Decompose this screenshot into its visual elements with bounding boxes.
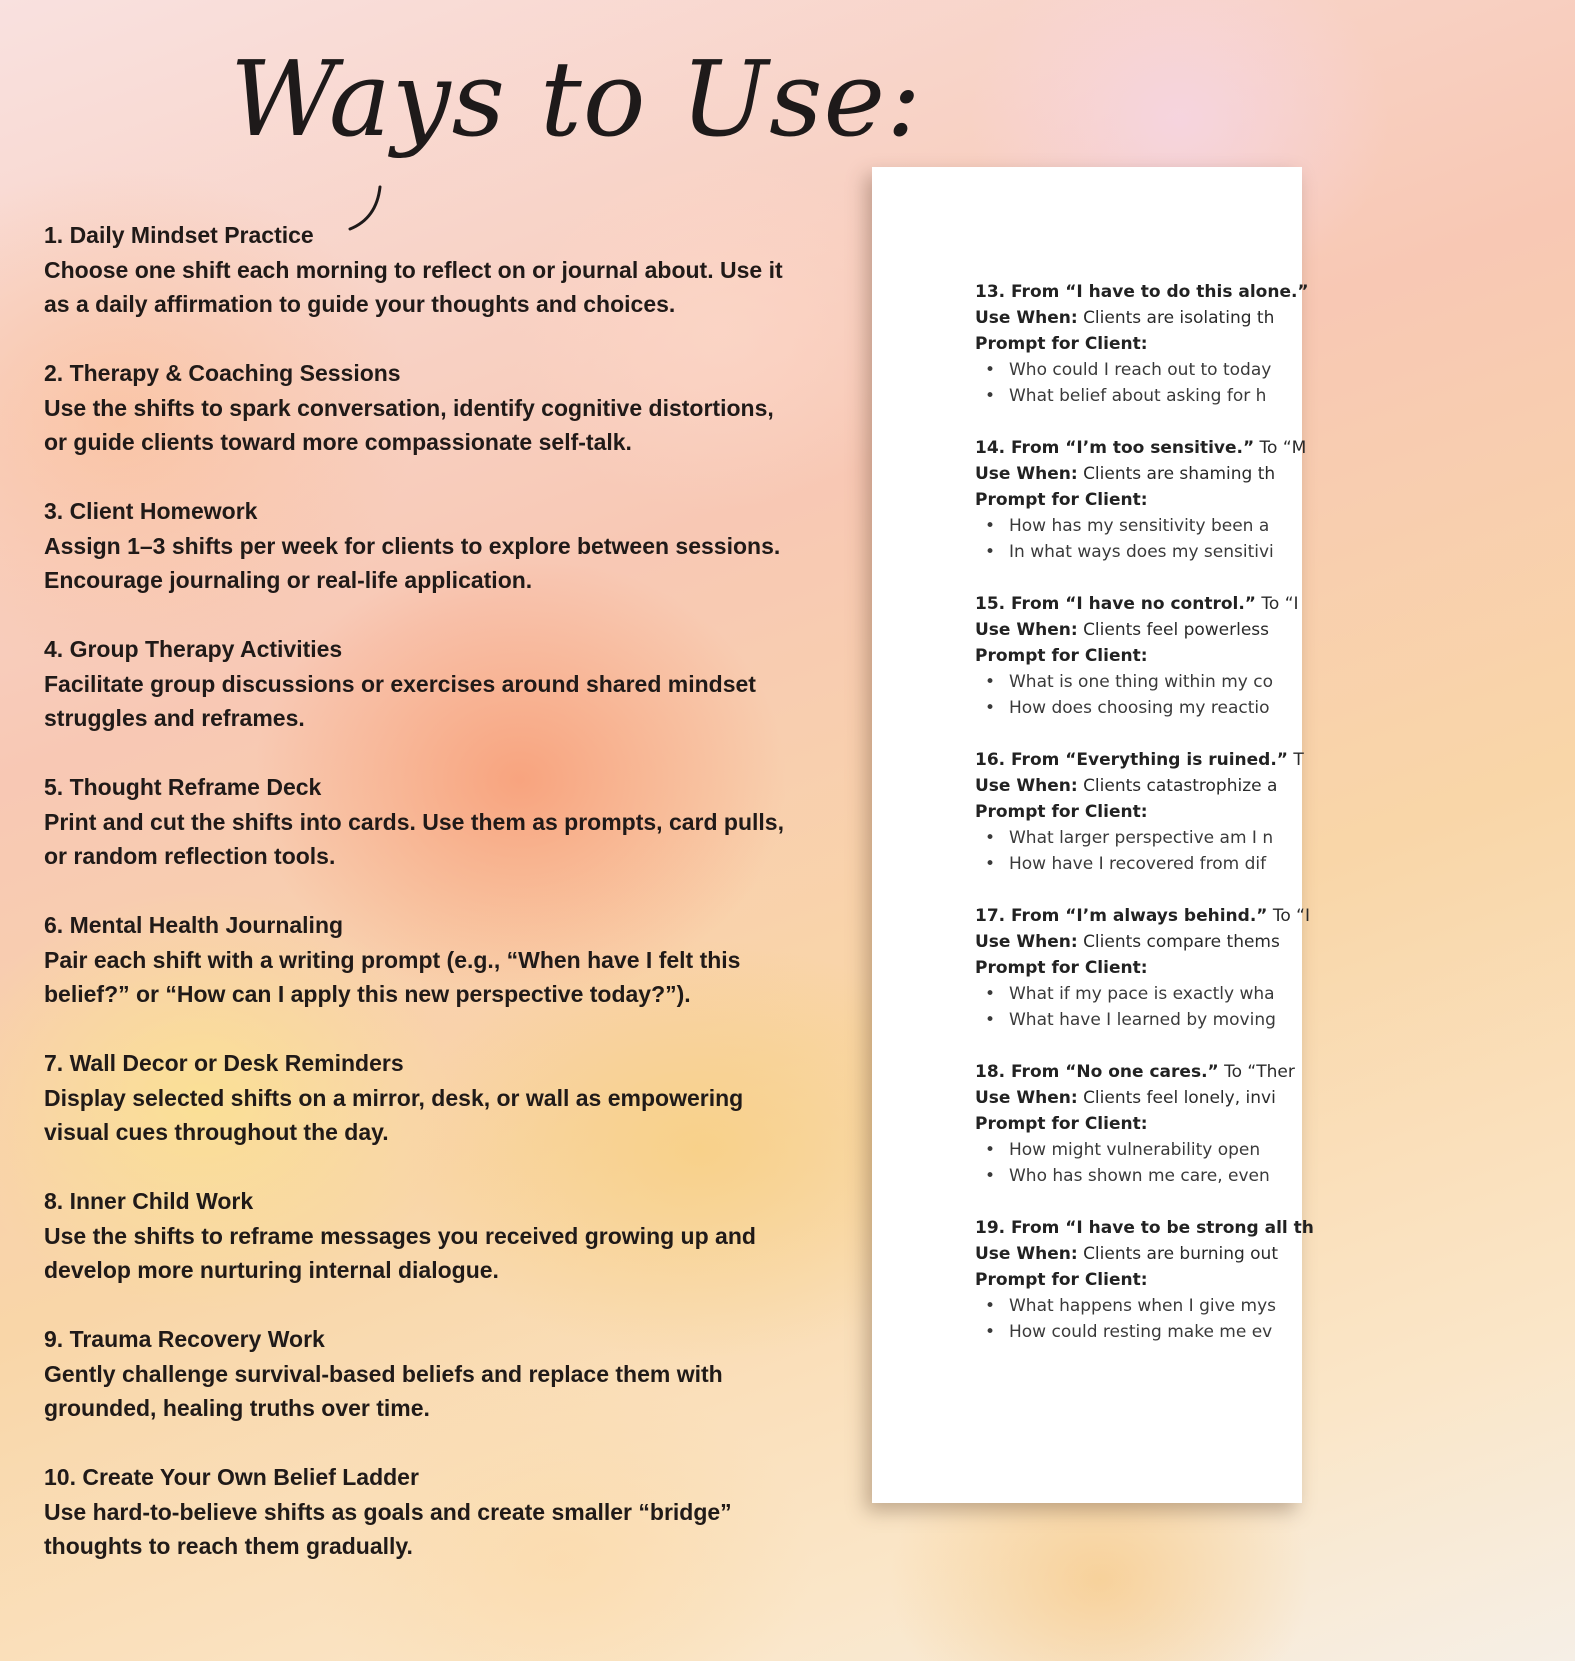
prompt-item — [975, 357, 1575, 383]
bullet-icon: • — [985, 360, 996, 380]
use-item — [44, 1460, 834, 1564]
prompt-label: Prompt for Client: — [975, 802, 1148, 822]
use-when-label: Use When: — [975, 620, 1078, 640]
prompt-label-line — [975, 331, 1575, 357]
use-when-label: Use When: — [975, 1244, 1078, 1264]
use-when-line — [975, 929, 1575, 955]
use-when-label: Use When: — [975, 776, 1078, 796]
prompt-item — [975, 1319, 1575, 1345]
prompt-item — [975, 1293, 1575, 1319]
prompt-text: How has my sensitivity been a — [1009, 516, 1270, 536]
use-description-line: belief?” or “How can I apply this new perspective today?”). — [44, 981, 691, 1007]
prompt-item — [975, 1137, 1575, 1163]
shift-title — [975, 903, 1575, 929]
use-heading: 3. Client Homework — [44, 498, 258, 524]
use-item — [44, 770, 834, 874]
use-when-text: Clients compare thems — [1083, 932, 1280, 952]
prompt-list — [975, 825, 1575, 877]
prompt-list — [975, 1293, 1575, 1345]
use-when-text: Clients feel powerless — [1083, 620, 1270, 640]
bullet-icon: • — [985, 698, 996, 718]
prompt-text: In what ways does my sensitivi — [1009, 542, 1274, 562]
use-description-line: as a daily affirmation to guide your thoughts and choices. — [44, 291, 676, 317]
use-when-label: Use When: — [975, 464, 1078, 484]
shift-entry — [975, 1215, 1575, 1345]
bullet-icon: • — [985, 854, 996, 874]
use-description-line: Pair each shift with a writing prompt (e.g., “When have I felt this — [44, 946, 741, 973]
shift-entry — [975, 1059, 1575, 1189]
use-description-line: or random reflection tools. — [44, 843, 336, 869]
use-when-line — [975, 305, 1575, 331]
bullet-icon: • — [985, 542, 996, 562]
use-when-text: Clients are isolating th — [1083, 308, 1275, 328]
prompt-text: How does choosing my reactio — [1009, 698, 1270, 718]
prompt-text: How could resting make me ev — [1009, 1322, 1273, 1342]
prompt-item — [975, 513, 1575, 539]
shift-from: 14. From “I’m too sensitive.” — [975, 438, 1255, 458]
shift-to: T — [1293, 750, 1304, 770]
prompt-item — [975, 383, 1575, 409]
use-heading: 2. Therapy & Coaching Sessions — [44, 360, 401, 386]
prompt-text: What belief about asking for h — [1009, 386, 1267, 406]
shift-from: 15. From “I have no control.” — [975, 594, 1256, 614]
bullet-icon: • — [985, 516, 996, 536]
prompt-label-line — [975, 643, 1575, 669]
prompt-label-line — [975, 1111, 1575, 1137]
shift-entry — [975, 279, 1575, 409]
shift-title — [975, 747, 1575, 773]
shift-from: 17. From “I’m always behind.” — [975, 906, 1268, 926]
shift-entry — [975, 591, 1575, 721]
prompt-label: Prompt for Client: — [975, 958, 1148, 978]
use-when-line — [975, 461, 1575, 487]
ways-to-use-list — [44, 218, 834, 1598]
page-title: Ways to Use: — [230, 38, 923, 160]
prompt-label-line — [975, 1267, 1575, 1293]
bullet-icon: • — [985, 828, 996, 848]
use-description-line: Use the shifts to spark conversation, identify cognitive distortions, — [44, 394, 774, 421]
use-when-line — [975, 617, 1575, 643]
use-when-label: Use When: — [975, 932, 1078, 952]
use-when-text: Clients feel lonely, invi — [1083, 1088, 1276, 1108]
prompt-list — [975, 669, 1575, 721]
prompt-text: Who has shown me care, even — [1009, 1166, 1270, 1186]
shift-to: To “M — [1259, 438, 1307, 458]
prompt-item — [975, 1007, 1575, 1033]
bullet-icon: • — [985, 1166, 996, 1186]
use-description-line: Use the shifts to reframe messages you received growing up and — [44, 1222, 756, 1249]
use-when-line — [975, 1085, 1575, 1111]
prompt-text: What have I learned by moving — [1009, 1010, 1276, 1030]
bullet-icon: • — [985, 1010, 996, 1030]
shift-from: 13. From “I have to do this alone.” — [975, 282, 1309, 302]
shift-from: 18. From “No one cares.” — [975, 1062, 1219, 1082]
use-when-text: Clients catastrophize a — [1083, 776, 1278, 796]
use-heading: 6. Mental Health Journaling — [44, 912, 344, 938]
document-preview-sheet — [872, 167, 1314, 1503]
prompt-list — [975, 357, 1575, 409]
use-description-line: struggles and reframes. — [44, 705, 305, 731]
use-description-line: Print and cut the shifts into cards. Use them as prompts, card pulls, — [44, 808, 784, 835]
use-description-line: visual cues throughout the day. — [44, 1119, 389, 1145]
prompt-text: What if my pace is exactly wha — [1009, 984, 1275, 1004]
use-when-text: Clients are burning out — [1083, 1244, 1278, 1264]
bullet-icon: • — [985, 672, 996, 692]
prompt-text: What happens when I give mys — [1009, 1296, 1276, 1316]
prompt-item — [975, 851, 1575, 877]
prompt-label-line — [975, 487, 1575, 513]
shift-entry — [975, 435, 1575, 565]
prompt-text: Who could I reach out to today — [1009, 360, 1272, 380]
prompt-label: Prompt for Client: — [975, 1270, 1148, 1290]
use-description-line: or guide clients toward more compassionate self-talk. — [44, 429, 632, 455]
shift-title — [975, 1059, 1575, 1085]
prompt-item — [975, 539, 1575, 565]
use-when-label: Use When: — [975, 1088, 1078, 1108]
use-when-text: Clients are shaming th — [1083, 464, 1276, 484]
use-item — [44, 218, 834, 322]
shift-to: To “Ther — [1224, 1062, 1295, 1082]
prompt-label: Prompt for Client: — [975, 334, 1148, 354]
use-when-line — [975, 1241, 1575, 1267]
prompt-list — [975, 513, 1575, 565]
use-description-line: Display selected shifts on a mirror, desk, or wall as empowering — [44, 1084, 744, 1111]
prompt-label-line — [975, 799, 1575, 825]
shift-from: 16. From “Everything is ruined.” — [975, 750, 1288, 770]
use-when-line — [975, 773, 1575, 799]
prompt-label: Prompt for Client: — [975, 1114, 1148, 1134]
shift-title — [975, 591, 1575, 617]
use-item — [44, 1322, 834, 1426]
prompt-text: How have I recovered from dif — [1009, 854, 1267, 874]
prompt-item — [975, 981, 1575, 1007]
use-description-line: Gently challenge survival-based beliefs and replace them with — [44, 1360, 723, 1387]
use-heading: 1. Daily Mindset Practice — [44, 222, 314, 248]
use-description-line: Assign 1–3 shifts per week for clients to explore between sessions. — [44, 532, 781, 559]
shift-title — [975, 1215, 1575, 1241]
prompt-item — [975, 669, 1575, 695]
use-item — [44, 494, 834, 598]
use-heading: 9. Trauma Recovery Work — [44, 1326, 325, 1352]
shift-title — [975, 435, 1575, 461]
use-description-line: grounded, healing truths over time. — [44, 1395, 430, 1421]
shift-entry — [975, 747, 1575, 877]
use-when-label: Use When: — [975, 308, 1078, 328]
use-heading: 8. Inner Child Work — [44, 1188, 254, 1214]
prompt-text: How might vulnerability open — [1009, 1140, 1261, 1160]
bullet-icon: • — [985, 1322, 996, 1342]
prompt-list — [975, 1137, 1575, 1189]
use-heading: 4. Group Therapy Activities — [44, 636, 343, 662]
prompt-item — [975, 695, 1575, 721]
shift-from: 19. From “I have to be strong all th — [975, 1218, 1314, 1238]
use-description-line: Use hard-to-believe shifts as goals and create smaller “bridge” — [44, 1498, 732, 1525]
bullet-icon: • — [985, 386, 996, 406]
use-description-line: Facilitate group discussions or exercises around shared mindset — [44, 670, 756, 697]
shift-title — [975, 279, 1575, 305]
bullet-icon: • — [985, 1140, 996, 1160]
use-description-line: Encourage journaling or real-life application. — [44, 567, 533, 593]
prompt-list — [975, 981, 1575, 1033]
bullet-icon: • — [985, 984, 996, 1004]
use-item — [44, 632, 834, 736]
prompt-label-line — [975, 955, 1575, 981]
prompt-label: Prompt for Client: — [975, 646, 1148, 666]
prompt-item — [975, 825, 1575, 851]
use-item — [44, 356, 834, 460]
use-description-line: thoughts to reach them gradually. — [44, 1533, 413, 1559]
prompt-label: Prompt for Client: — [975, 490, 1148, 510]
prompt-text: What is one thing within my co — [1009, 672, 1273, 692]
use-heading: 10. Create Your Own Belief Ladder — [44, 1464, 419, 1490]
use-item — [44, 908, 834, 1012]
shift-entry — [975, 903, 1575, 1033]
shift-to: To “I — [1272, 906, 1310, 926]
use-heading: 7. Wall Decor or Desk Reminders — [44, 1050, 404, 1076]
shift-to: To “I — [1261, 594, 1299, 614]
prompt-text: What larger perspective am I n — [1009, 828, 1274, 848]
use-item — [44, 1046, 834, 1150]
prompt-item — [975, 1163, 1575, 1189]
use-description-line: Choose one shift each morning to reflect on or journal about. Use it — [44, 256, 783, 283]
bullet-icon: • — [985, 1296, 996, 1316]
use-heading: 5. Thought Reframe Deck — [44, 774, 322, 800]
use-description-line: develop more nurturing internal dialogue. — [44, 1257, 499, 1283]
shift-list — [975, 279, 1575, 1371]
use-item — [44, 1184, 834, 1288]
